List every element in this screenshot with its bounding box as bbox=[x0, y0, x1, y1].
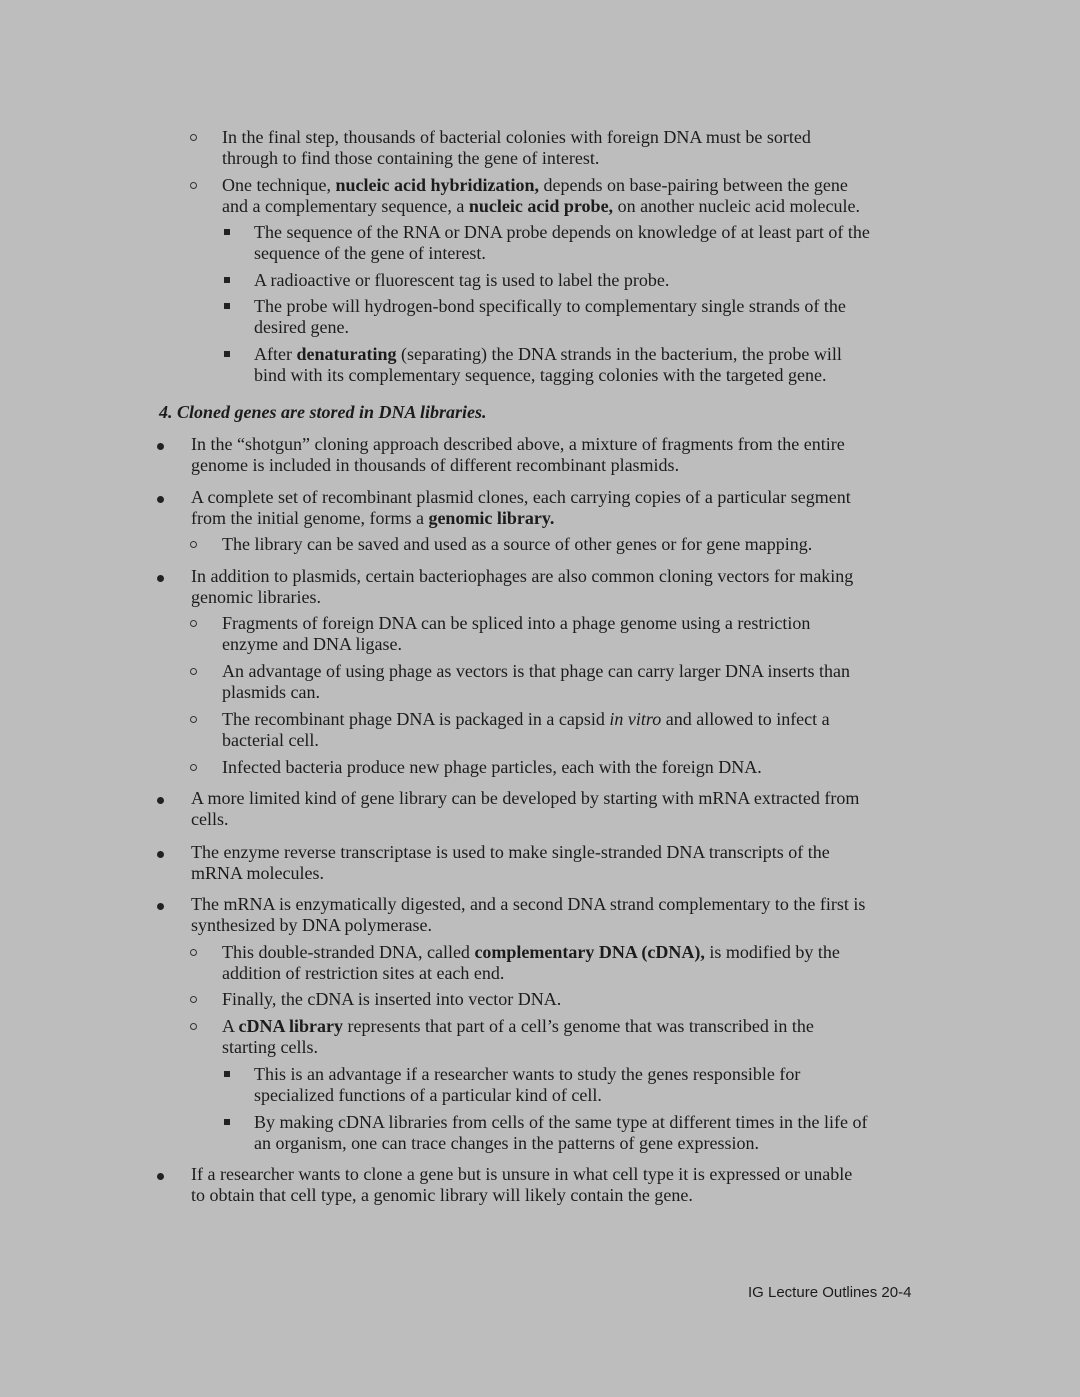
outline-line: The enzyme reverse transcriptase is used to make single-stranded DNA transcripts of the bbox=[191, 842, 830, 862]
bullet-circle-icon bbox=[190, 541, 197, 548]
outline-line: Fragments of foreign DNA can be spliced into a phage genome using a restriction bbox=[222, 613, 811, 633]
outline-line: After denaturating (separating) the DNA strands in the bacterium, the probe will bbox=[254, 344, 842, 364]
outline-line: Finally, the cDNA is inserted into vector DNA. bbox=[222, 989, 562, 1009]
outline-line: mRNA molecules. bbox=[191, 863, 324, 883]
outline-line: plasmids can. bbox=[222, 682, 320, 702]
outline-line: An advantage of using phage as vectors is that phage can carry larger DNA inserts than bbox=[222, 661, 850, 681]
bullet-circle-icon bbox=[190, 996, 197, 1003]
outline-line: and a complementary sequence, a nucleic acid probe, on another nucleic acid molecule. bbox=[222, 196, 860, 216]
outline-line: The probe will hydrogen-bond specifically to complementary single strands of the bbox=[254, 296, 846, 316]
outline-line: The recombinant phage DNA is packaged in a capsid in vitro and allowed to infect a bbox=[222, 709, 830, 729]
outline-line: A complete set of recombinant plasmid clones, each carrying copies of a particular segment bbox=[191, 487, 851, 507]
outline-line: through to find those containing the gene of interest. bbox=[222, 148, 600, 168]
bullet-circle-icon bbox=[190, 716, 197, 723]
outline-line: bacterial cell. bbox=[222, 730, 319, 750]
outline-line: A cDNA library represents that part of a cell’s genome that was transcribed in the bbox=[222, 1016, 814, 1036]
outline-line: genomic libraries. bbox=[191, 587, 321, 607]
bullet-square-icon bbox=[224, 303, 230, 309]
bullet-dot-icon bbox=[157, 443, 164, 450]
section-heading: 4. Cloned genes are stored in DNA libraries. bbox=[159, 402, 487, 422]
bullet-square-icon bbox=[224, 1071, 230, 1077]
bullet-circle-icon bbox=[190, 668, 197, 675]
outline-line: One technique, nucleic acid hybridization, depends on base-pairing between the gene bbox=[222, 175, 848, 195]
bullet-dot-icon bbox=[157, 903, 164, 910]
outline-line: The library can be saved and used as a source of other genes or for gene mapping. bbox=[222, 534, 813, 554]
outline-line: In the final step, thousands of bacterial colonies with foreign DNA must be sorted bbox=[222, 127, 811, 147]
page-footer: IG Lecture Outlines 20-4 bbox=[748, 1284, 912, 1301]
outline-line: addition of restriction sites at each end. bbox=[222, 963, 505, 983]
outline-line: synthesized by DNA polymerase. bbox=[191, 915, 432, 935]
outline-line: an organism, one can trace changes in the patterns of gene expression. bbox=[254, 1133, 759, 1153]
bullet-dot-icon bbox=[157, 851, 164, 858]
outline-line: If a researcher wants to clone a gene but is unsure in what cell type it is expressed or unable bbox=[191, 1164, 853, 1184]
bullet-dot-icon bbox=[157, 1173, 164, 1180]
outline-line: The mRNA is enzymatically digested, and a second DNA strand complementary to the first is bbox=[191, 894, 866, 914]
bullet-circle-icon bbox=[190, 134, 197, 141]
bullet-square-icon bbox=[224, 351, 230, 357]
outline-line: genome is included in thousands of different recombinant plasmids. bbox=[191, 455, 680, 475]
bullet-dot-icon bbox=[157, 575, 164, 582]
bullet-dot-icon bbox=[157, 797, 164, 804]
outline-line: sequence of the gene of interest. bbox=[254, 243, 486, 263]
outline-line: from the initial genome, forms a genomic library. bbox=[191, 508, 555, 528]
bullet-square-icon bbox=[224, 229, 230, 235]
outline-line: specialized functions of a particular kind of cell. bbox=[254, 1085, 602, 1105]
outline-line: to obtain that cell type, a genomic library will likely contain the gene. bbox=[191, 1185, 693, 1205]
outline-line: starting cells. bbox=[222, 1037, 318, 1057]
bullet-circle-icon bbox=[190, 1023, 197, 1030]
outline-line: This is an advantage if a researcher wants to study the genes responsible for bbox=[254, 1064, 801, 1084]
outline-line: desired gene. bbox=[254, 317, 349, 337]
outline-line: By making cDNA libraries from cells of the same type at different times in the life of bbox=[254, 1112, 868, 1132]
bullet-circle-icon bbox=[190, 949, 197, 956]
outline-line: The sequence of the RNA or DNA probe depends on knowledge of at least part of the bbox=[254, 222, 870, 242]
bullet-square-icon bbox=[224, 277, 230, 283]
outline-line: bind with its complementary sequence, tagging colonies with the targeted gene. bbox=[254, 365, 827, 385]
outline-line: cells. bbox=[191, 809, 229, 829]
outline-line: enzyme and DNA ligase. bbox=[222, 634, 402, 654]
outline-line: In addition to plasmids, certain bacteriophages are also common cloning vectors for making bbox=[191, 566, 854, 586]
outline-line: In the “shotgun” cloning approach described above, a mixture of fragments from the entire bbox=[191, 434, 845, 454]
bullet-dot-icon bbox=[157, 496, 164, 503]
bullet-square-icon bbox=[224, 1119, 230, 1125]
outline-line: A radioactive or fluorescent tag is used to label the probe. bbox=[254, 270, 670, 290]
outline-line: Infected bacteria produce new phage particles, each with the foreign DNA. bbox=[222, 757, 762, 777]
outline-line: A more limited kind of gene library can be developed by starting with mRNA extracted from bbox=[191, 788, 860, 808]
outline-line: This double-stranded DNA, called complementary DNA (cDNA), is modified by the bbox=[222, 942, 840, 962]
bullet-circle-icon bbox=[190, 182, 197, 189]
bullet-circle-icon bbox=[190, 764, 197, 771]
bullet-circle-icon bbox=[190, 620, 197, 627]
